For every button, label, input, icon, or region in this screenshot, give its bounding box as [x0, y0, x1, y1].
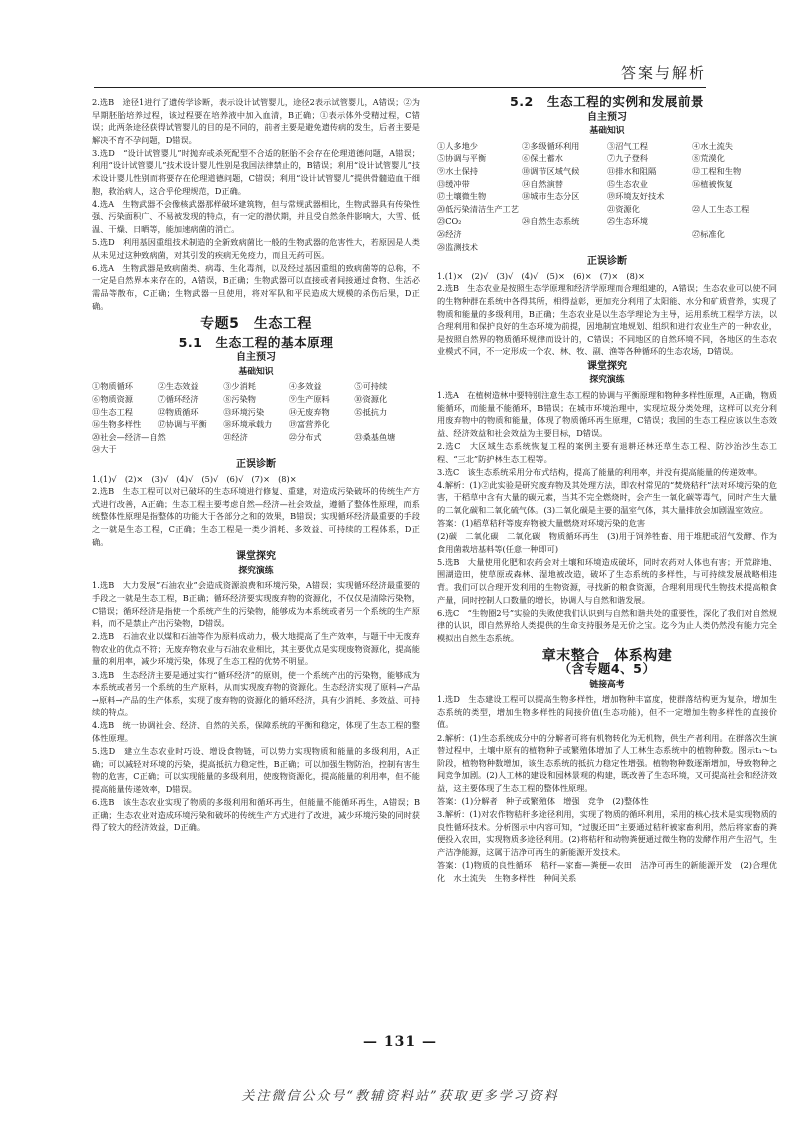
section-title-5-2: 5.2 生态工程的实例和发展前景: [509, 94, 705, 109]
knowledge-item: ㉘监测技术: [437, 241, 478, 252]
left-column: [92, 96, 420, 834]
knowledge-item: ⑲富营养化: [288, 419, 330, 430]
knowledge-item: ⑧荒漠化: [692, 153, 725, 164]
basic-knowledge-heading: 基础知识: [589, 126, 625, 137]
basic-knowledge-heading: 基础知识: [238, 366, 274, 377]
knowledge-item: ㉑经济: [223, 431, 248, 442]
diagnosis-heading: 正误诊断: [587, 256, 627, 268]
answer-paragraph: 3.解析：(1)对农作物秸秆多途径利用，实现了物质的循环利用，采用的核心技术是实现物质的良性循环技术。分析图示中内容可知，“过腹还田”主要通过秸秆被家畜利用，然后将家畜的粪便投入农田，实现物质多途径利用。(2)将秸秆和动物粪便通过微生物的发酵作用产生沼气，生产洁净能源，这属于洁净可再生的新能源开发技术。: [437, 809, 777, 857]
footer-watermark-text: 关注微信公众号“教辅资料站”获取更多学习资料: [241, 1089, 559, 1104]
knowledge-item: ⑪排水和阻隔: [607, 165, 657, 176]
knowledge-item: ⑥物质资源: [92, 394, 133, 405]
knowledge-item: ⑱城市生态分区: [522, 191, 580, 202]
class-explore-heading: 课堂探究: [587, 360, 627, 372]
answer-paragraph: 6.选A 生物武器是致病菌类、病毒、生化毒剂，以及经过基因重组的致病菌等的总称，不一定是自然界本来存在的，A错误，B正确；生物武器可以直接或者间接通过食物、生活必需品等散布，C正确；生物武器一旦使用，将对军队和平民造成大规模的杀伤后果，D正确。: [92, 262, 420, 311]
answer-paragraph: 6.选C “生物圈2号”实验的失败使我们认识到与自然和谐共处的重要性，深化了我们对自然规律的认识，即自然界给人类提供的生命支持服务是无价之宝。迄今为止人类仍然没有能力完全模拟出自然生态系统。: [437, 607, 777, 643]
knowledge-item: ⑰协调与平衡: [157, 419, 207, 430]
knowledge-item: ⑭无废弃物: [288, 406, 330, 417]
explore-answers: [437, 389, 777, 644]
knowledge-item: ⑲环境友好技术: [607, 191, 665, 202]
knowledge-item: ㉑资源化: [607, 203, 640, 214]
knowledge-item: ⑩资源化: [354, 394, 388, 405]
knowledge-item: ⑫工程和生物: [692, 165, 742, 176]
diagnosis-explanations: [92, 485, 420, 548]
knowledge-item: ⑦九子登科: [607, 153, 648, 164]
knowledge-item: ㉖经济: [437, 228, 462, 239]
knowledge-item: ④水土流失: [692, 140, 733, 151]
knowledge-item: ①人多地少: [437, 140, 478, 151]
knowledge-item: ㉔自然生态系统: [522, 216, 580, 227]
knowledge-item: ㉓CO₂: [437, 216, 462, 227]
knowledge-item: ㉒分布式: [288, 431, 322, 442]
diagnosis-answers: 1.(1)× (2)√ (3)√ (4)√ (5)× (6)× (7)× (8)×: [437, 270, 645, 281]
knowledge-item: ⑳低污染清洁生产工艺: [437, 203, 519, 214]
knowledge-item: ⑥保土蓄水: [522, 153, 563, 164]
knowledge-item: ①物质循环: [92, 381, 133, 392]
answer-paragraph: 答案：(1)稻草秸秆等废弃物被大量燃烧对环境污染的危害: [437, 518, 646, 528]
answer-paragraph: 3.选C 该生态系统采用分布式结构，提高了能量的利用率，并没有提高能量的传递效率。: [437, 466, 763, 477]
answer-paragraph: 6.选B 该生态农业实现了物质的多级利用和循环再生，但能量不能循环再生，A错误；B正确；生态农业对造成环境污染和破坏的传统生产方式进行了改进，减少环境污染的同时获得了较大的经济效益，D正确。: [92, 796, 420, 833]
knowledge-item: ④多效益: [288, 381, 322, 392]
knowledge-item: ⑮生态农业: [607, 178, 648, 189]
answer-paragraph: 2.选C 大区域生态系统恢复工程的案例主要有退耕还林还草生态工程、防沙治沙生态工程、“三北”防护林生态工程等。: [437, 440, 777, 464]
diagnosis-heading: 正误诊断: [236, 459, 276, 471]
knowledge-item: ⑯植被恢复: [692, 178, 733, 189]
answer-paragraph: 答案：(1)物质的良性循环 秸秆—家畜—粪便—农田 洁净可再生的新能源开发 (2)合理优化 水土流失 生物多样性 种间关系: [437, 859, 777, 883]
knowledge-item: ⑤可持续: [354, 381, 388, 392]
answer-paragraph: 2.选B 生态工程可以对已破坏的生态环境进行修复、重建，对造成污染破坏的传统生产方式进行改善，A正确；生态工程主要考虑自然—经济—社会效益，遵循了整体性原理，而系统整体性原理是指整体的功能大于各部分之和的效果，B错误；实现循环经济最重要的手段之一就是生态工程，C正确；生态工程是一类少消耗、多效益、可持续的工程体系，D正确。: [92, 486, 420, 547]
topic-title: 专题5 生态工程: [200, 316, 312, 333]
answer-paragraph: 5.选B 大量使用化肥和农药会对土壤和环境造成破坏，同时农药对人体也有害；开荒辟地、围湖造田，使草原或森林、湿地被改造，破坏了生态系统的多样性，与可持续发展战略相违背。我们可以合理开发利用的生物资源，寻找新的粮食资源，合理利用现代生物技术提高粮食产量，同时控制人口数量的增长，协调人与自然和谐发展。: [437, 556, 777, 605]
knowledge-item: ⑰土壤微生物: [437, 191, 487, 202]
self-study-heading: 自主预习: [587, 111, 627, 123]
knowledge-item: ⑪生态工程: [92, 406, 133, 417]
answer-paragraph: 4.解析：(1)②此实验是研究废弃物及其处理方法，即农村常见的“焚烧秸秆”法对环境污染的危害，干稻草中含有大量的碳元素，当其不完全燃烧时，会产生一氧化碳等毒气，同时产生大量的二氧化碳和二氧化硫气体。(3)二氧化碳是主要的温室气体，其大量排放会加剧温室效应。: [437, 479, 777, 515]
knowledge-item: ⑮抵抗力: [354, 406, 388, 417]
knowledge-item: ③沼气工程: [607, 140, 648, 151]
right-column: [437, 96, 777, 885]
knowledge-item: ⑬缓冲带: [437, 178, 470, 189]
knowledge-item: ㉔大于: [92, 444, 117, 455]
knowledge-item: ⑨生产原料: [288, 394, 330, 405]
knowledge-list: [92, 380, 420, 456]
knowledge-item: ⑳社会—经济—自然: [92, 431, 166, 442]
chapter-subtitle: （含专题4、5）: [558, 661, 656, 677]
answer-paragraph: 答案：(1)分解者 种子或繁殖体 增强 竞争 (2)整体性: [437, 795, 649, 806]
knowledge-item: ⑫物质循环: [157, 406, 199, 417]
knowledge-item: ⑩调节区域气候: [522, 165, 580, 176]
knowledge-list: [437, 140, 777, 253]
answer-paragraph: 2.选B 生态农业是按照生态学原理和经济学原理而合理组建的，A错误；生态农业可以使不同的生物种群在系统中各得其所，相得益彰，更加充分利用了太阳能、水分和矿质营养，实现了物质和能量的多级利用，B正确；生态农业是以生态学理论为主导，运用系统工程学方法，以合理利用和保护良好的生态环境为前提，因地制宜地规划、组织和进行农业生产的一种农业，是按照自然界的物质循环规律而设计的，C错误；不同地区的自然环境不同，各地区的生态农业模式不同，不一定形成一个农、林、牧、副、渔等各种循环的生态农场，D错误。: [437, 283, 777, 357]
knowledge-item: ⑱环境承载力: [223, 419, 273, 430]
answer-paragraph: 3.选D “设计试管婴儿”时抛弃或杀死配型不合适的胚胎不会存在伦理道德问题，A错误；利用“设计试管婴儿”技术设计婴儿性别是我国法律禁止的，B错误；利用“设计试管婴儿”技术设计婴儿性别而将要存在伦理道德问题，C错误；利用“设计试管婴儿”提供骨髓造血干细胞，救治病人，这合乎伦理规范，D正确。: [92, 147, 420, 196]
left-top-answers: [92, 96, 420, 312]
answer-paragraph: (2)碳 二氧化碳 二氧化碳 物质循环再生 (3)用于饲养牲畜、用于堆肥或沼气发酵、作为食用菌栽培基料等(任意一种即可): [437, 531, 777, 554]
knowledge-item: ⑬环境污染: [223, 406, 265, 417]
knowledge-item: ⑯生物多样性: [92, 419, 142, 430]
knowledge-item: ㉗标准化: [692, 228, 725, 239]
section-title-5-1: 5.1 生态工程的基本原理: [178, 334, 334, 350]
answer-paragraph: 2.解析：(1)生态系统成分中的分解者可将有机物转化为无机物，供生产者利用。在群落次生演替过程中，土壤中原有的植物种子或繁殖体增加了人工林生态系统中的植物种数。图示t₁～t₃阶段，植物物种数增加，该生态系统的抵抗力稳定性增强。植物物种数逐渐增加，导致物种之间竞争加剧。(2)人工林的建设和园林景观的构建，既改善了生态环境，又可提高社会和经济效益，这主要体现了生态工程的整体性原理。: [437, 732, 777, 793]
answer-paragraph: 5.选D 利用基因重组技术制造的全新致病菌比一般的生物武器的危害性大，若原因是人类从未见过这种致病菌，对其引发的疾病无免疫力，而且无药可医。: [92, 237, 420, 260]
knowledge-item: ②生态效益: [157, 381, 199, 392]
header-rule: [94, 87, 706, 88]
answer-paragraph: 5.选D 建立生态农业时巧设、增设食物链，可以势力实现物质和能量的多级利用，A正确；可以减轻对环境的污染，提高抵抗力稳定性，B正确；可以加强生物防治，控制有害生物的危害，C正确；可以实现能量的多级利用，使废物资源化，提高能量的利用率，但不能提高能量传递效率，D错误。: [92, 746, 420, 794]
link-exam-heading: 链接高考: [589, 679, 625, 690]
explore-drill-heading: 探究演练: [589, 375, 625, 386]
knowledge-item: ⑦循环经济: [157, 394, 199, 405]
knowledge-item: ㉕生态环境: [607, 216, 648, 227]
answer-paragraph: 2.选B 石油农业以煤和石油等作为原料成动力，极大地提高了生产效率，与题干中无废弃物农业的优点不符；无废弃物农业与石油农业相比，其主要优点是实现废物资源化，提高能量的利用率，减少环境污染，体现了生态工程的优势不明显。: [92, 631, 420, 667]
chapter-title: 章末整合 体系构建: [541, 648, 673, 665]
diagnosis-explanations: [437, 282, 777, 358]
explore-drill-heading: 探究演练: [238, 565, 274, 576]
knowledge-item: ②多级循环利用: [522, 140, 580, 151]
diagnosis-answers: 1.(1)√ (2)× (3)√ (4)√ (5)√ (6)√ (7)× (8)×: [92, 473, 297, 484]
page-number: — 131 —: [363, 1034, 437, 1050]
explore-answers: [92, 579, 420, 833]
page-header-title: 答案与解析: [620, 64, 706, 82]
answer-paragraph: 4.选A 生物武器不会像核武器那样破坏建筑物，但与常规武器相比，生物武器具有传染性强、污染面积广、不易被发现的特点，有一定的潜伏期，并且受自然条件影响大，大雪、低温、干燥、日晒等，能加速病菌的消亡。: [92, 198, 420, 234]
answer-paragraph: 4.选B 统一协调社会、经济、自然的关系，保障系统的平衡和稳定，体现了生态工程的整体性原理。: [92, 720, 420, 743]
knowledge-item: ③少消耗: [223, 381, 256, 392]
knowledge-item: ⑧污染物: [223, 394, 256, 405]
knowledge-item: ⑨水土保持: [437, 165, 478, 176]
knowledge-item: ㉓桑基鱼塘: [354, 431, 396, 442]
exam-answers: [437, 693, 777, 884]
class-explore-heading: 课堂探究: [236, 551, 276, 563]
answer-paragraph: 3.选B 生态经济主要是通过实行“循环经济”的原则，使一个系统产出的污染物，能够成为本系统或者另一个系统的生产原料，从而实现废弃物的资源化。生态经济实现了原料→产品→原料→产品的生产体系，实现了废弃物的资源化的循环经济，具有少消耗、多效益、可持续的特点。: [92, 669, 420, 718]
answer-paragraph: 1.选A 在植树造林中要特别注意生态工程的协调与平衡原理和物种多样性原理，A正确，物质能循环，而能量不能循环，B错误；在城市环境治理中，实现垃圾分类处理，这样可以充分利用废弃物中的物质和能量，体现了物质循环再生原理，C错误；我国的生态工程应该以生态效益、经济效益和社会效益为主要目标，D错误。: [437, 390, 777, 438]
knowledge-item: ㉒人工生态工程: [692, 203, 750, 214]
knowledge-item: ⑤协调与平衡: [437, 153, 487, 164]
knowledge-item: ⑭自然演替: [522, 178, 563, 189]
answer-paragraph: 2.选B 途径1进行了遗传学诊断，表示设计试管婴儿，途径2表示试管婴儿，A错误；②为早期胚胎培养过程，该过程要在培养液中加入血清，B正确；①表示体外受精过程，C错误；此两条途径获得试管婴儿的目的是不同的，前者主要是避免遗传病的发生，后者主要是解决不育不孕问题，D错误。: [92, 97, 420, 145]
answer-paragraph: 1.选D 生态建设工程可以提高生物多样性，增加物种丰富度，使群落结构更为复杂，增加生态系统的类型，增加生物多样性的间接价值(生态功能)，但不一定增加生物多样性的直接价值。: [437, 694, 777, 730]
self-study-heading: 自主预习: [236, 352, 276, 364]
answer-paragraph: 1.选B 大力发展“石油农业”会造成资源浪费和环境污染，A错误；实现循环经济最重要的手段之一就是生态工程，B正确；循环经济要实现废弃物的资源化，不仅仅是清除污染物，C错误；循环经济是指使一个系统产生的污染物，能够成为本系统或者另一个系统的生产原料，而不是禁止产出污染物，D错误。: [92, 580, 420, 629]
